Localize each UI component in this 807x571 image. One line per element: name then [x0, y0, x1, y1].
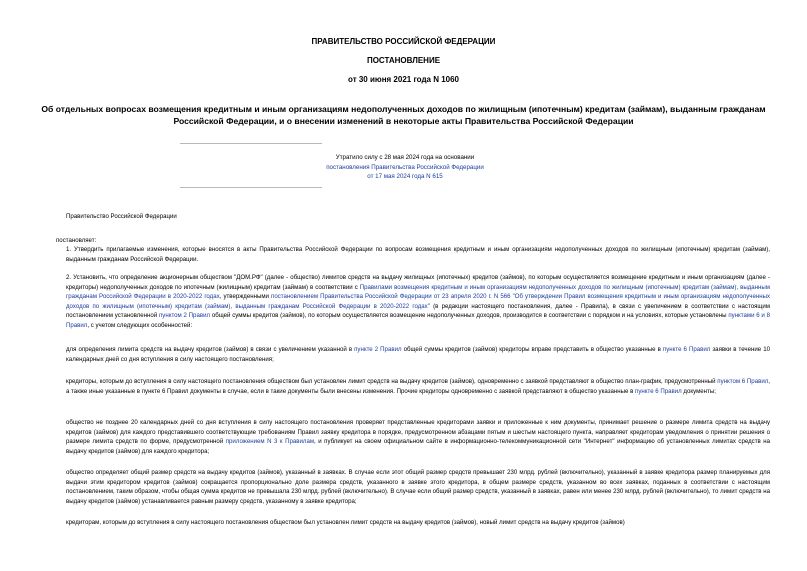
paragraph-5: общество не позднее 20 календарных дней со дня вступления в силу настоящего постановления проверяет представленные кредиторами заявки и приложенные к ним документы, принимает решение о размере лимита средств на выдачу кредитов (займов) для каждого представившего соответствующие требованиям Правил заявку кредитора в порядке, предусмотренном абзацами пятым и шестым настоящего пункта, направляет кредиторам уведомления о принятии решения о размере лимита средств по форме, предусмотренной приложением N 3 к Правилам, и публикует на своем официальном сайте в информационно-телекоммуникационной сети "Интернет" информацию об установленных лимитах средств на выдачу кредитов (займов) для каждого кредитора; [66, 419, 770, 455]
rules-item-6-link[interactable]: пунктом 6 Правил [717, 378, 769, 385]
paragraph-4: кредиторы, которым до вступления в силу настоящего постановления обществом был установлен лимит средств на выдачу кредитов (займов), одновременно с заявкой представляют в общество план-график, предусмотренный пунктом 6 Правил, а также иные указанные в пункте 6 Правил документы в случае, если в такие документы были внесены изменения. Прочие кредиторы одновременно с заявкой представляют в общество указанные в пункте 6 Правил документы; [66, 378, 770, 395]
repeal-decree-link[interactable]: постановления Правительства Российской Федерации [326, 163, 484, 171]
document-title: Об отдельных вопросах возмещения кредитным и иным организациям недополученных доходов по жилищным (ипотечным) кредитам (займам), выданным гражданам Российской Федерации, и о внесении изменений в некоторые акты Правительства Российской Федерации [41, 104, 766, 126]
government-text: Правительство Российской Федерации [66, 213, 177, 220]
paragraph-6: общество определяет общий размер средств на выдачу кредитов (займов), указанный в заявках. В случае если этот общий размер средств превышает 230 млрд. рублей (включительно), указанный в заявке кредитора размер планируемых для выдачи этим кредитором кредитов (займов) сокращается пропорционально доле размера средств, указанного в заявке этого кредитора, в общем размере средств, указанном во всех заявках, поданных в соответствии с настоящим постановлением, таким образом, чтобы общая сумма кредитов не превышала 230 млрд. рублей (включительно). В случае если общий размер средств, указанный в заявках, равен или менее 230 млрд. рублей (включительно), то лимит средств на выдачу кредитов (займов) устанавливается равным размеру средств, указанному в заявке кредитора; [66, 469, 770, 505]
repeal-decree-date-link[interactable]: от 17 мая 2024 года N 615 [367, 173, 443, 180]
rules-item-6-docs-link[interactable]: пункте 6 Правил [635, 387, 682, 395]
rules-items-6-8-link[interactable]: пунктами 6 и 8 Правил [66, 312, 770, 329]
rules-item-6-link[interactable]: пункте 6 Правил [662, 346, 711, 353]
repeal-notice-text: Утратило силу с 28 мая 2024 года на основании [335, 154, 475, 161]
appendix-3-link[interactable]: приложением N 3 к Правилам [225, 438, 315, 445]
repeal-notice [300, 153, 510, 182]
paragraph-2: 2. Установить, что определение акционерным обществом "ДОМ.РФ" (далее - общество) лимитов средств на выдачу жилищных (ипотечных) кредитов (займов), по которым осуществляется возмещение кредитным и иным организациям (далее - кредиторы) недополученных доходов по ипотечным (жилищным) кредитам (займам) в соответствии с Правилами возмещения кредитным и иным организациям недополученных доходов по жилищным (ипотечным) кредитам (займам), выданным гражданам Российской Федерации в 2020-2022 годах, утвержденными постановлением Правительства Российской Федерации от 23 апреля 2020 г. N 566 "Об утверждении Правил возмещения кредитным и иным организациям недополученных доходов по жилищным (ипотечным) кредитам (займам), выданным гражданам Российской Федерации в 2020-2022 годах" (в редакции настоящего постановления, далее - Правила), в связи с увеличением в соответствии с настоящим постановлением установленной пунктом 2 Правил общей суммы кредитов (займов), по которым осуществляется возмещение недополученных доходов, производится в соответствии с порядком и на условиях, которые установлены пунктами 6 и 8 Правил, с учетом следующих особенностей: [66, 274, 771, 329]
decree-word: постановляет: [56, 237, 97, 244]
paragraph-1: 1. Утвердить прилагаемые изменения, которые вносятся в акты Правительства Российской Федерации по вопросам возмещения кредитным и иным организациям недополученных доходов по жилищным (ипотечным) кредитам (займам), выданным гражданам Российской Федерации. [66, 246, 770, 263]
government-heading: ПРАВИТЕЛЬСТВО РОССИЙСКОЙ ФЕДЕРАЦИИ [311, 37, 496, 46]
paragraph-3: для определения лимита средств на выдачу кредитов (займов) в связи с увеличением указанной в пункте 2 Правил общей суммы кредитов (займов) кредиторы вправе представить в общество указанные в пункте 6 Правил заявки в течение 10 календарных дней со дня вступления в силу настоящего постановления; [66, 346, 770, 363]
separator-bottom [180, 187, 322, 188]
rules-link[interactable]: Правилами возмещения кредитным и иным организациям недополученных доходов по жилищным (ипотечным) кредитам (займам), выданным гражданам Российской Федерации в 2020-2022 годах [66, 283, 770, 300]
document-date-number: от 30 июня 2021 года N 1060 [348, 75, 459, 84]
rules-item-2-link[interactable]: пункте 2 Правил [354, 346, 402, 353]
government-line [56, 212, 770, 222]
separator-top [180, 143, 322, 144]
paragraph-7: кредиторам, которым до вступления в силу настоящего постановления обществом был установлен лимит средств на выдачу кредитов (займов), новый лимит средств на выдачу кредитов (займов) [66, 519, 625, 526]
decree-566-link[interactable]: постановлением Правительства Российской Федерации от 23 апреля 2020 г. N 566 "Об утверждении Правил возмещения кредитным и иным организациям недополученных доходов по жилищным (ипотечным) кредитам (займам), выданным гражданам Российской Федерации в 2020-2022 годах" [66, 293, 771, 310]
rules-item-2-link[interactable]: пунктом 2 Правил [159, 312, 211, 319]
document-type: ПОСТАНОВЛЕНИЕ [366, 56, 441, 65]
